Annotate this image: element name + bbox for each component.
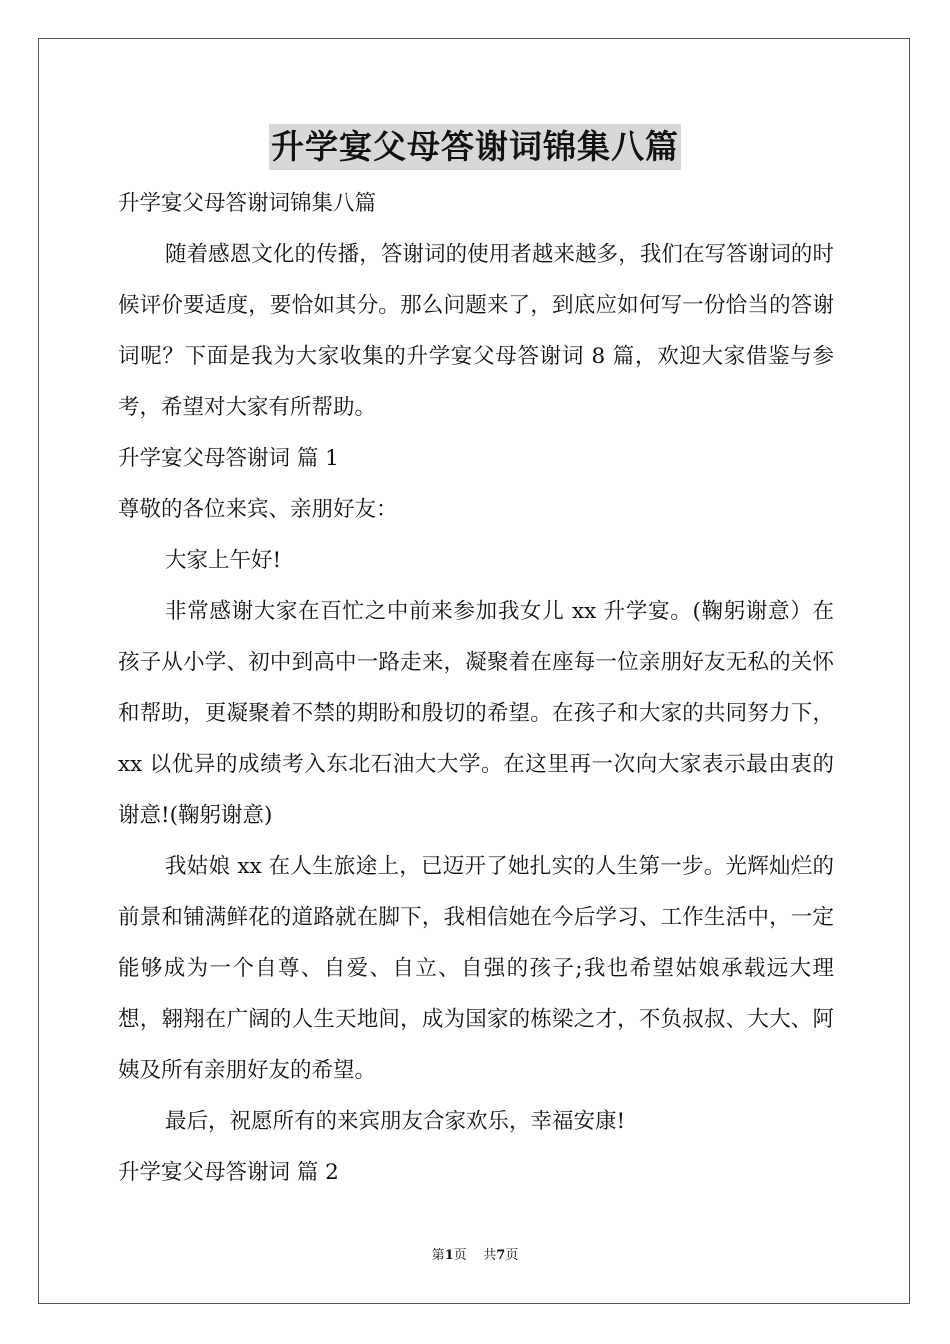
intro-paragraph: 随着感恩文化的传播，答谢词的使用者越来越多，我们在写答谢词的时候评价要适度，要恰如其分。那么问题来了，到底应如何写一份恰当的答谢词呢？下面是我为大家收集的升学宴父母答谢词 8 篇，欢迎大家借鉴与参考，希望对大家有所帮助。 [118, 242, 834, 420]
footer-suffix: 页 [505, 1248, 519, 1263]
section-heading-1: 升学宴父母答谢词 篇 1 [118, 446, 339, 471]
body-paragraph-3: 最后，祝愿所有的来宾朋友合家欢乐，幸福安康! [165, 1109, 626, 1134]
document-body [118, 178, 834, 1198]
body-paragraph-2: 我姑娘 xx 在人生旅途上，已迈开了她扎实的人生第一步。光辉灿烂的前景和铺满鲜花的道路就在脚下，我相信她在今后学习、工作生活中，一定能够成为一个自尊、自爱、自立、自强的孩子;我也希望姑娘承载远大理想，翱翔在广阔的人生天地间，成为国家的栋梁之才，不负叔叔、大大、阿姨及所有亲朋好友的希望。 [118, 854, 834, 1083]
document-title: 升学宴父母答谢词锦集八篇 [269, 124, 681, 170]
subtitle: 升学宴父母答谢词锦集八篇 [118, 191, 377, 216]
total-pages-number: 7 [496, 1248, 506, 1263]
current-page-number: 1 [444, 1248, 454, 1263]
greeting: 大家上午好! [165, 548, 282, 573]
page-footer [0, 1247, 950, 1265]
title-container [0, 124, 950, 170]
salutation: 尊敬的各位来宾、亲朋好友： [118, 497, 398, 522]
body-paragraph-1: 非常感谢大家在百忙之中前来参加我女儿 xx 升学宴。(鞠躬谢意）在孩子从小学、初中到高中一路走来，凝聚着在座每一位亲朋好友无私的关怀和帮助，更凝聚着不禁的期盼和殷切的希望。在孩子和大家的共同努力下，xx 以优异的成绩考入东北石油大大学。在这里再一次向大家表示最由衷的谢意!(鞠躬谢意) [118, 599, 834, 828]
footer-mid: 页 共 [453, 1248, 497, 1263]
footer-prefix: 第 [431, 1248, 445, 1263]
section-heading-2: 升学宴父母答谢词 篇 2 [118, 1160, 339, 1185]
